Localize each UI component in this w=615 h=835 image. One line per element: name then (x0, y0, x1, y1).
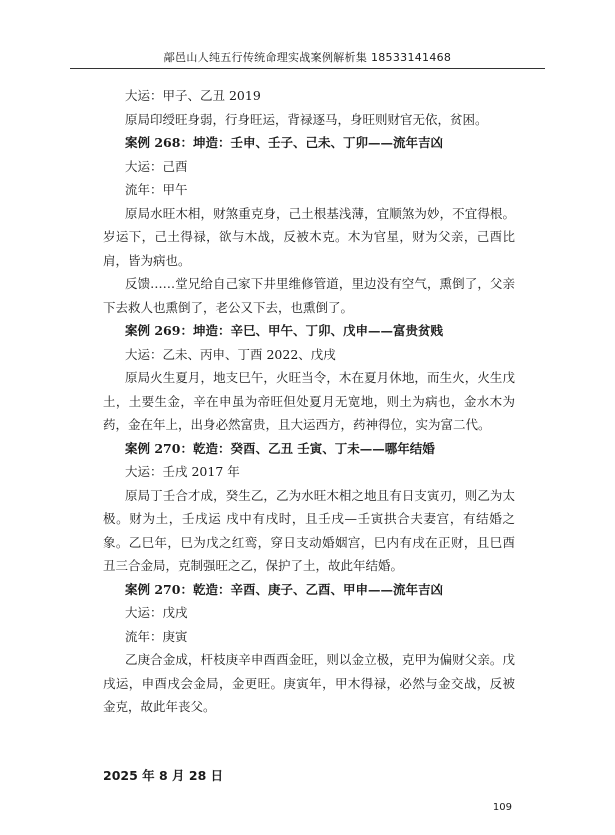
running-header: 鄗邑山人纯五行传统命理实战案例解析集 18533141468 (163, 51, 452, 64)
info-line: 流年：庚寅 (125, 628, 188, 644)
header-rule (70, 68, 545, 69)
paragraph: 原局火生夏月，地支巳午，火旺当令，木在夏月休地，而生火，火生戊土，土要生金，辛在申虽为帝旺但处夏月无宽地，则土为病也，金水木为药，金在年上，出身必然富贵，且大运西方，药神得位，实为富二代。 (103, 370, 515, 432)
case-heading: 案例 270：乾造：辛酉、庚子、乙酉、甲申——流年吉凶 (125, 581, 443, 597)
case-heading: 案例 268：坤造：壬申、壬子、己未、丁卯——流年吉凶 (125, 135, 443, 150)
info-line: 原局印绶旺身弱，行身旺运，背禄逐马，身旺则财官无依，贫困。 (125, 111, 488, 127)
info-line: 大运：己酉 (125, 158, 188, 174)
paragraph: 乙庚合金成，杆枝庚辛申酉酉金旺，则以金立极，克甲为偏财父亲。戊戌运，申酉戌会金局，金更旺。庚寅年，甲木得禄，必然与金交战，反被金克，故此年丧父。 (103, 652, 515, 714)
info-line: 大运：戊戌 (125, 605, 188, 620)
page-body (103, 84, 515, 719)
info-line: 大运：乙未、丙申、丁酉 2022、戊戌 (125, 346, 336, 362)
case-heading: 案例 269：坤造：辛巳、甲午、丁卯、戊申——富贵贫贱 (125, 323, 443, 338)
paragraph: 原局水旺木相，财煞重克身，己土根基浅薄，宜顺煞为妙，不宜得根。岁运下，己土得禄，欲与木战，反被木克。木为官星，财为父亲，己酉比肩，皆为病也。 (103, 205, 515, 268)
document-date: 2025 年 8 月 28 日 (103, 768, 224, 783)
case-heading: 案例 270：乾造：癸酉、乙丑 壬寅、丁未——哪年结婚 (125, 440, 435, 456)
paragraph: 原局丁壬合才成，癸生乙，乙为水旺木相之地且有日支寅刃，则乙为太极。财为土，壬戌运 戌中有戌时，且壬戌—壬寅拱合夫妻宫，有结婚之象。乙巳年，巳为戊之红鸾，穿日支动婚姻宫，巳内有戌在正财，且巳酉丑三合金局，克制强旺之乙，保护了土，故此年结婚。 (103, 487, 515, 573)
info-line: 流年：甲午 (125, 182, 188, 197)
page-number: 109 (492, 802, 512, 813)
info-line: 大运：壬戌 2017 年 (125, 464, 240, 479)
info-line: 大运：甲子、乙丑 2019 (125, 88, 261, 103)
paragraph: 反馈……堂兄给自己家下井里维修管道，里边没有空气，熏倒了，父亲下去救人也熏倒了，老公又下去，也熏倒了。 (103, 276, 515, 315)
